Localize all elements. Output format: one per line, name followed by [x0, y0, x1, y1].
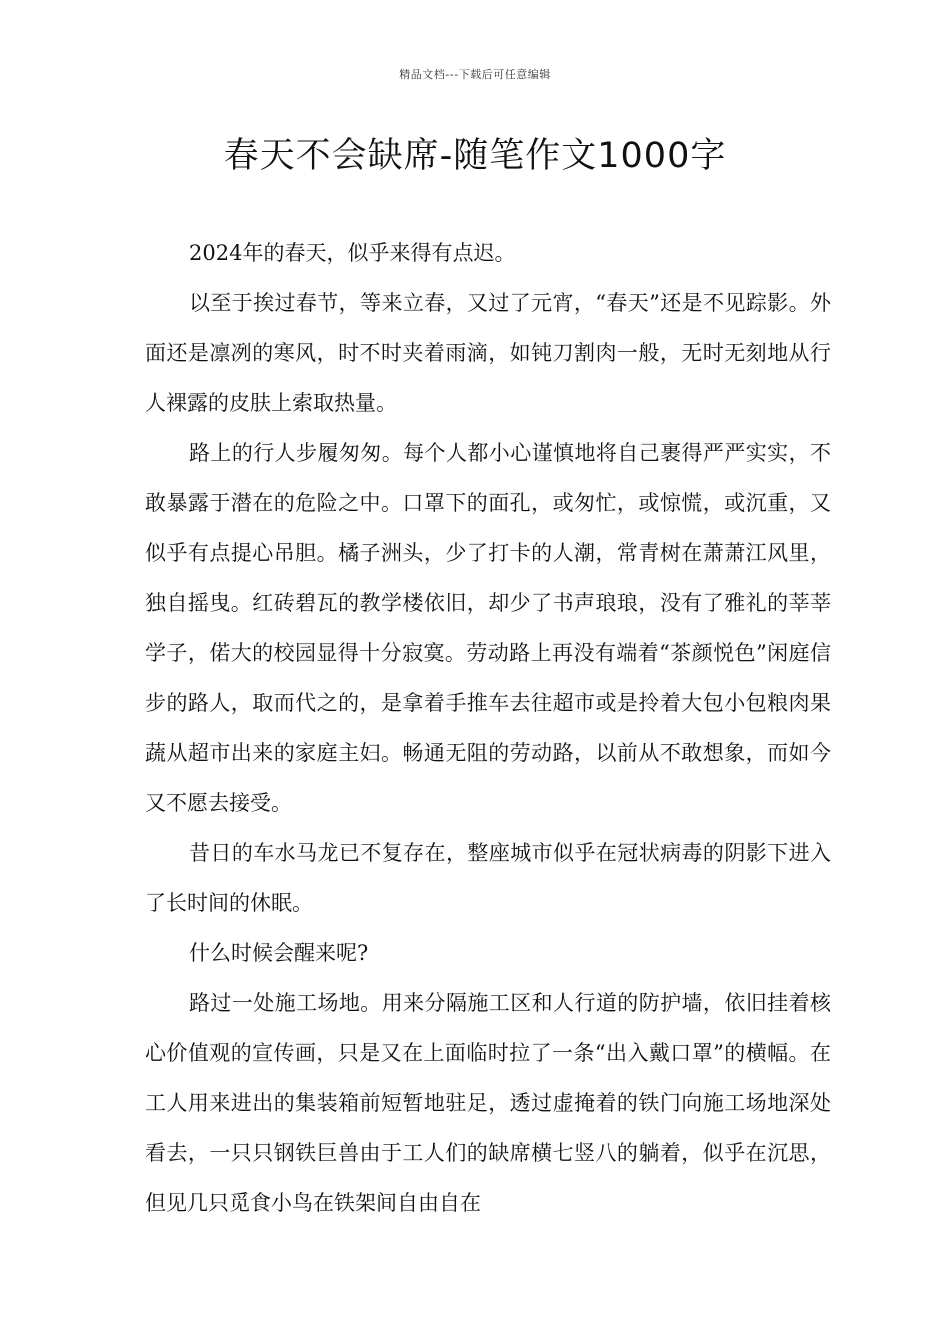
paragraph: 昔日的车水马龙已不复存在，整座城市似乎在冠状病毒的阴影下进入了长时间的休眠。	[145, 841, 831, 915]
paragraph: 什么时候会醒来呢?	[189, 941, 369, 965]
paragraph: 2024年的春天，似乎来得有点迟。	[189, 241, 516, 265]
paragraph: 路过一处施工场地。用来分隔施工区和人行道的防护墙，依旧挂着核心价值观的宣传画，只是又在上面临时拉了一条“出入戴口罩”的横幅。在工人用来进出的集装箱前短暂地驻足，透过虚掩着的铁门向施工场地深处看去，一只只钢铁巨兽由于工人们的缺席横七竖八的躺着，似乎在沉思，但见几只觅食小鸟在铁架间自由自在	[145, 991, 831, 1215]
paragraph: 路上的行人步履匆匆。每个人都小心谨慎地将自己裹得严严实实，不敢暴露于潜在的危险之中。口罩下的面孔，或匆忙，或惊慌，或沉重，又似乎有点提心吊胆。橘子洲头，少了打卡的人潮，常青树在萧萧江风里，独自摇曳。红砖碧瓦的教学楼依旧，却少了书声琅琅，没有了雅礼的莘莘学子，偌大的校园显得十分寂寞。劳动路上再没有端着“茶颜悦色”闲庭信步的路人，取而代之的，是拿着手推车去往超市或是拎着大包小包粮肉果蔬从超市出来的家庭主妇。畅通无阻的劳动路，以前从不敢想象，而如今又不愿去接受。	[145, 441, 831, 815]
paragraph: 以至于挨过春节，等来立春，又过了元宵，“春天”还是不见踪影。外面还是凛冽的寒风，时不时夹着雨滴，如钝刀割肉一般，无时无刻地从行人裸露的皮肤上索取热量。	[145, 291, 831, 415]
header-note: 精品文档---下载后可任意编辑	[399, 68, 551, 81]
document-title: 春天不会缺席-随笔作文1000字	[223, 136, 727, 176]
document-body	[145, 228, 831, 1228]
